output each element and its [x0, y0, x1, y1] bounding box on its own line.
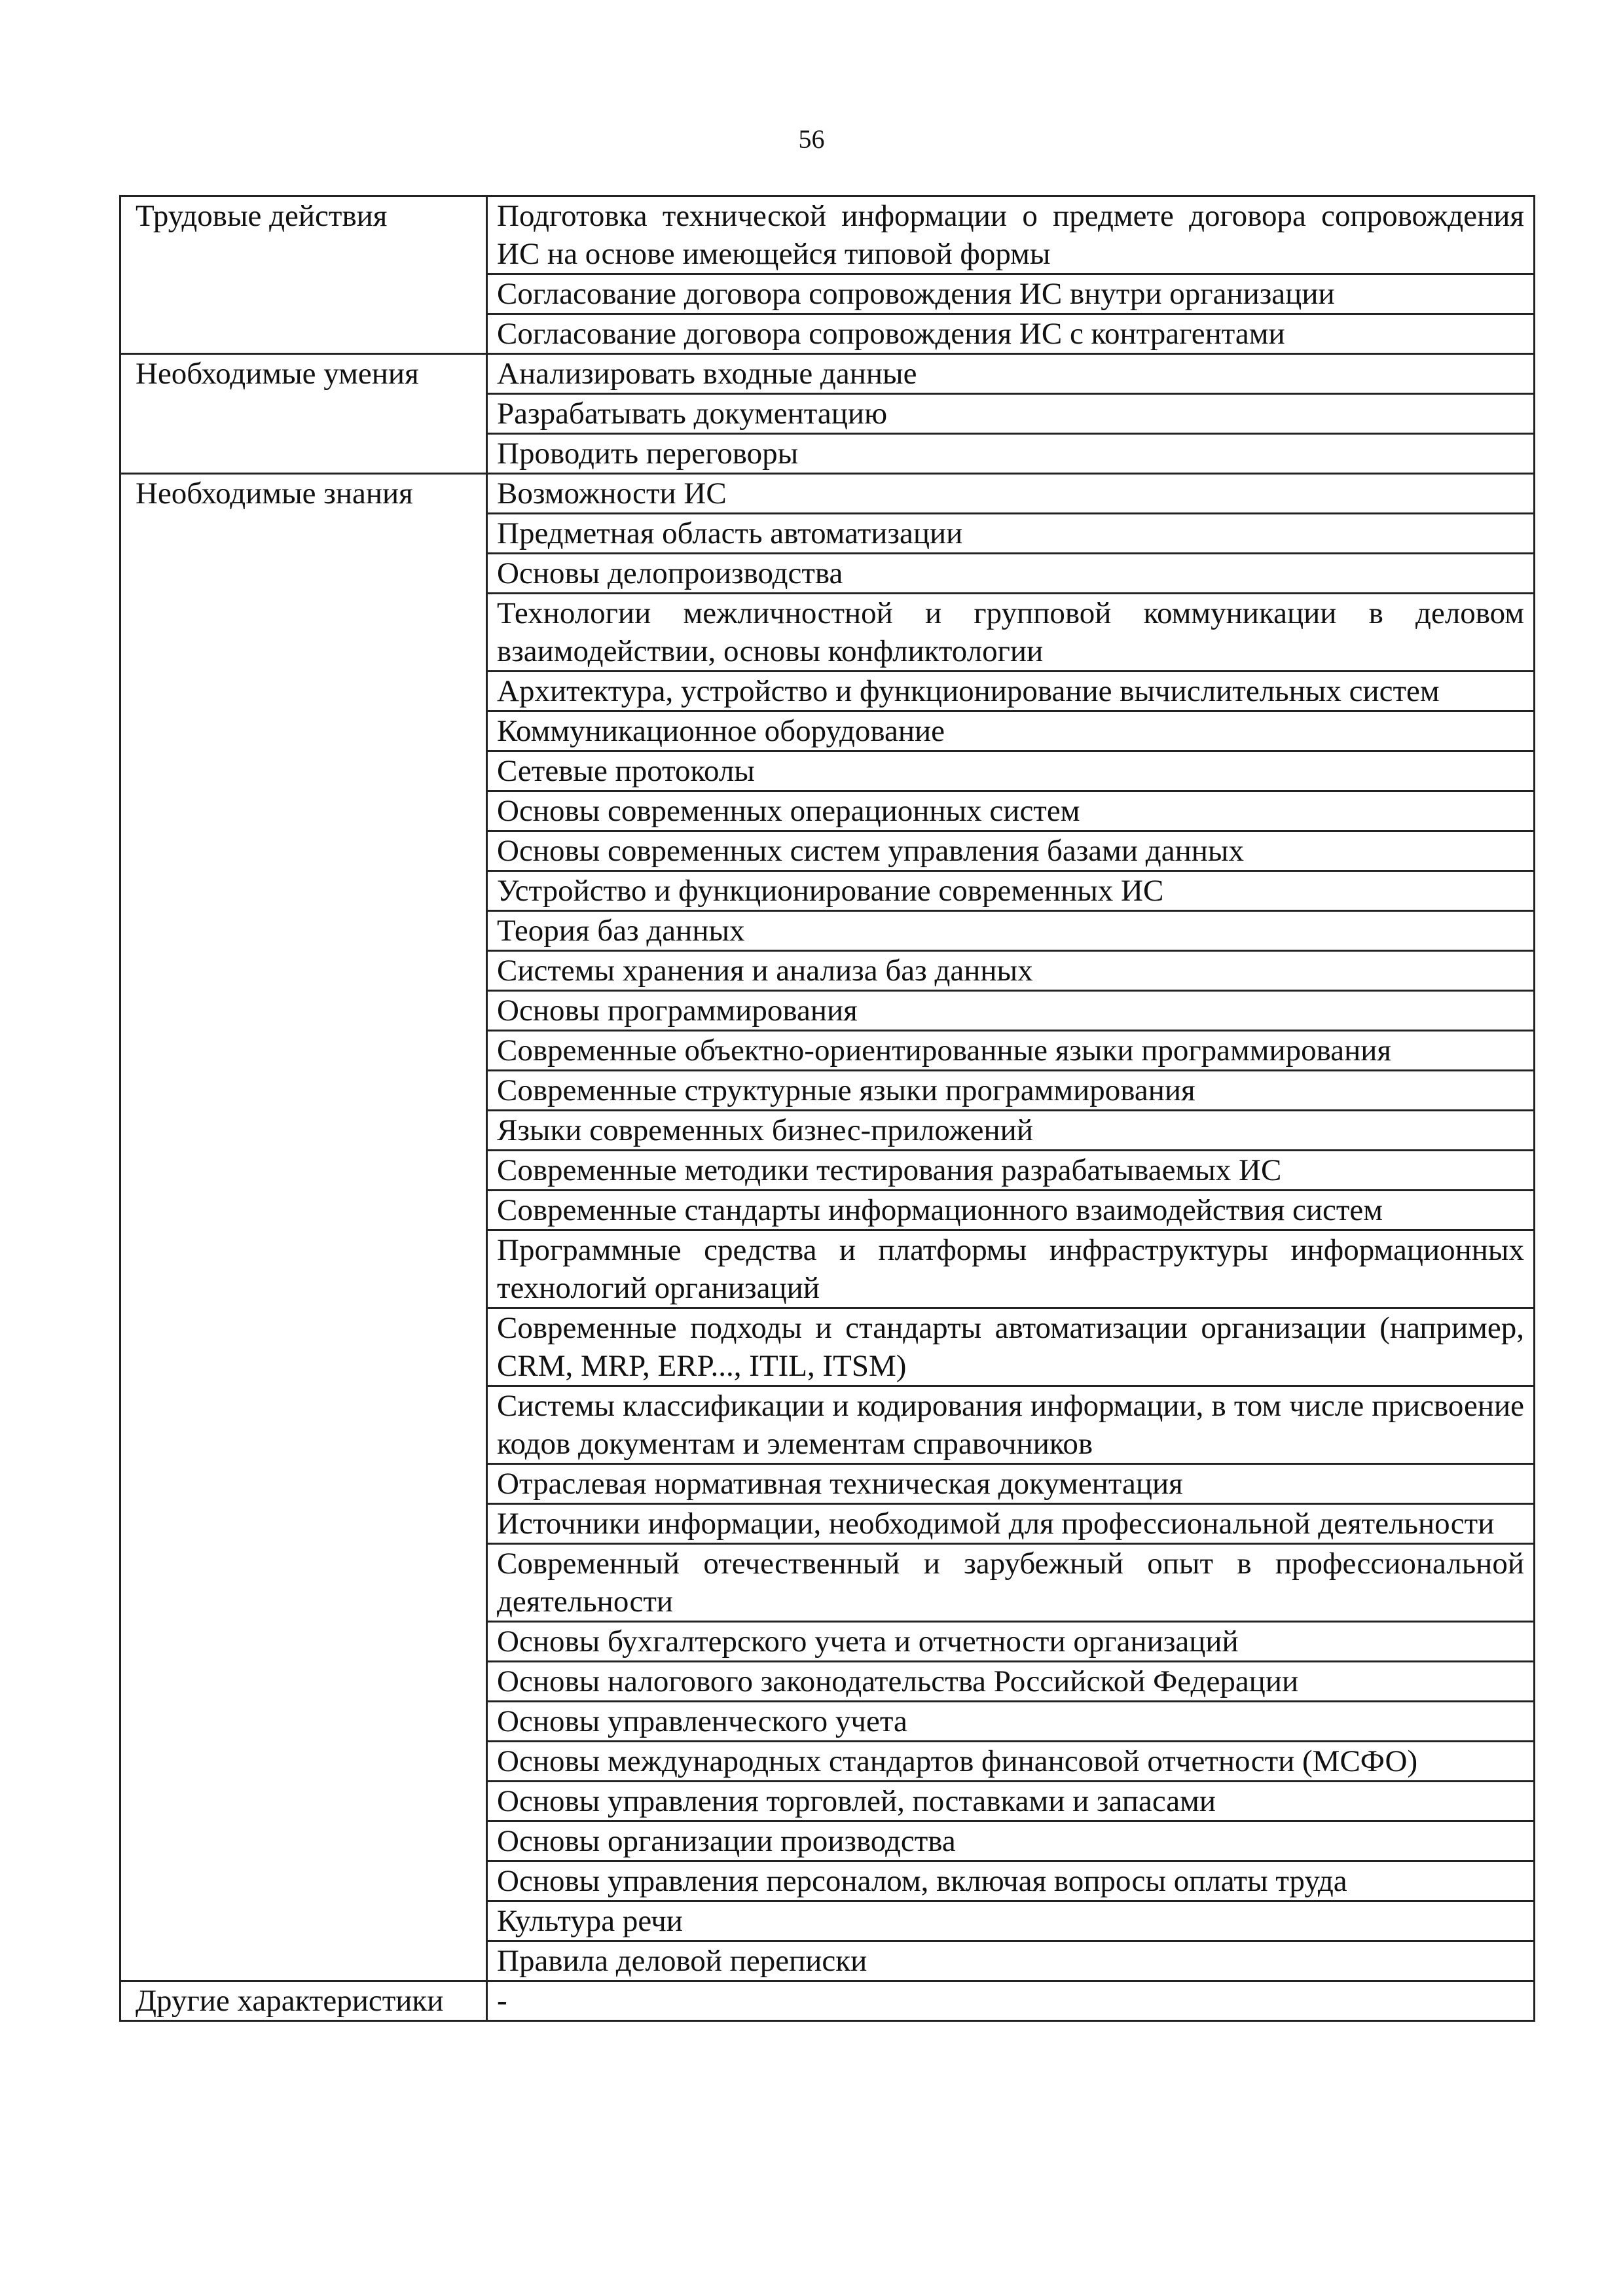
row-label-required-skills: Необходимые умения	[120, 354, 487, 474]
table-cell: Правила деловой переписки	[487, 1941, 1535, 1981]
table-cell: Основы управленческого учета	[487, 1702, 1535, 1742]
table-cell: Основы управления торговлей, поставками и запасами	[487, 1782, 1535, 1821]
table-cell: Теория баз данных	[487, 911, 1535, 951]
table-cell: -	[487, 1981, 1535, 2021]
table-cell: Коммуникационное оборудование	[487, 711, 1535, 751]
table-row	[120, 474, 1535, 514]
table-cell: Проводить переговоры	[487, 434, 1535, 474]
table-cell: Основы программирования	[487, 991, 1535, 1031]
table-cell: Подготовка технической информации о предмете договора сопровождения ИС на основе имеющейся типовой формы	[487, 196, 1535, 274]
table-cell: Основы бухгалтерского учета и отчетности организаций	[487, 1622, 1535, 1662]
table-cell: Основы современных операционных систем	[487, 791, 1535, 831]
table-cell: Отраслевая нормативная техническая документация	[487, 1464, 1535, 1504]
table-cell: Разрабатывать документацию	[487, 394, 1535, 434]
row-label-required-knowledge: Необходимые знания	[120, 474, 487, 1981]
table-row	[120, 354, 1535, 394]
table-cell: Устройство и функционирование современных ИС	[487, 871, 1535, 911]
table-cell: Современные структурные языки программирования	[487, 1071, 1535, 1111]
table-cell: Программные средства и платформы инфраструктуры информационных технологий организаций	[487, 1230, 1535, 1308]
table-cell: Сетевые протоколы	[487, 751, 1535, 791]
table-cell: Основы управления персоналом, включая вопросы оплаты труда	[487, 1861, 1535, 1901]
table-cell: Основы современных систем управления базами данных	[487, 831, 1535, 871]
table-cell: Предметная область автоматизации	[487, 514, 1535, 554]
table-cell: Основы налогового законодательства Российской Федерации	[487, 1662, 1535, 1702]
table-row	[120, 1981, 1535, 2021]
table-cell: Культура речи	[487, 1901, 1535, 1941]
table-cell: Источники информации, необходимой для профессиональной деятельности	[487, 1504, 1535, 1544]
table-cell: Согласование договора сопровождения ИС внутри организации	[487, 274, 1535, 314]
table-cell: Современный отечественный и зарубежный опыт в профессиональной деятельности	[487, 1544, 1535, 1622]
table-cell: Системы хранения и анализа баз данных	[487, 951, 1535, 991]
table-row	[120, 196, 1535, 274]
table-cell: Системы классификации и кодирования информации, в том числе присвоение кодов документам и элементам справочников	[487, 1386, 1535, 1464]
row-label-other-characteristics: Другие характеристики	[120, 1981, 487, 2021]
table-cell: Возможности ИС	[487, 474, 1535, 514]
table-cell: Архитектура, устройство и функционирование вычислительных систем	[487, 672, 1535, 711]
table-cell: Согласование договора сопровождения ИС с контрагентами	[487, 314, 1535, 354]
table-cell: Языки современных бизнес-приложений	[487, 1111, 1535, 1151]
table-cell: Технологии межличностной и групповой коммуникации в деловом взаимодействии, основы конфликтологии	[487, 594, 1535, 672]
table-cell: Основы делопроизводства	[487, 554, 1535, 594]
table-cell: Основы международных стандартов финансовой отчетности (МСФО)	[487, 1742, 1535, 1782]
row-label-labor-actions: Трудовые действия	[120, 196, 487, 354]
competency-table	[119, 195, 1535, 2022]
table-cell: Основы организации производства	[487, 1821, 1535, 1861]
table-cell: Современные объектно-ориентированные языки программирования	[487, 1031, 1535, 1071]
page-number: 56	[798, 124, 825, 154]
table-cell: Современные подходы и стандарты автоматизации организации (например, CRM, MRP, ERP..., ITIL, ITSM)	[487, 1308, 1535, 1386]
table-cell: Анализировать входные данные	[487, 354, 1535, 394]
table-cell: Современные стандарты информационного взаимодействия систем	[487, 1191, 1535, 1230]
table-cell: Современные методики тестирования разрабатываемых ИС	[487, 1151, 1535, 1191]
